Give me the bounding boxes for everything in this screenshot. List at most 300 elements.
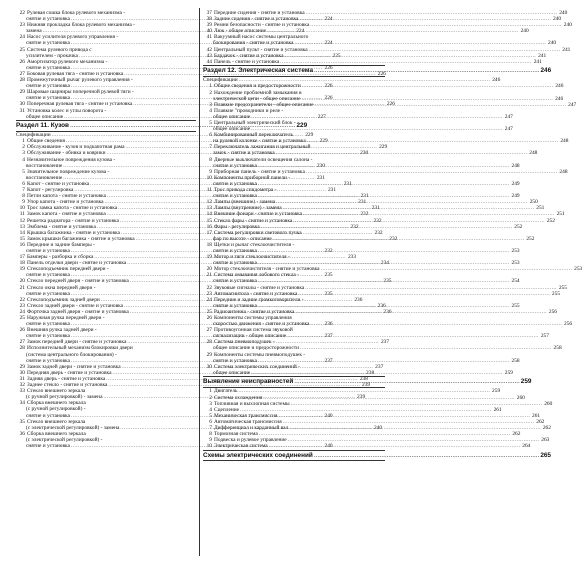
- toc-entry-title: снятие и установка: [26, 40, 70, 47]
- toc-entry-number: 20: [19, 278, 25, 285]
- toc-entry-title: Автомагнитола - снятие и установка: [214, 290, 298, 297]
- toc-entry-title: Рулевая сошка блока рулевого механизма -: [27, 10, 125, 16]
- leader-dots: [258, 181, 510, 187]
- toc-entry-number: 28: [19, 77, 25, 84]
- toc-entry-number: 22: [19, 10, 25, 16]
- toc-entry-title: снятие и установка: [26, 290, 70, 297]
- toc-entry-title: Люк - общее описание: [214, 28, 266, 35]
- toc-page-number: 248: [511, 162, 520, 169]
- toc-entry-title: Мотор стеклоочистителя - снятие и установка: [214, 266, 320, 273]
- toc-entry-number: 23: [19, 302, 25, 309]
- toc-page-number: 240: [324, 412, 333, 419]
- toc-entry-number: 2: [209, 394, 212, 401]
- toc-entry-title: Система омывания лобового стекла -: [214, 272, 299, 279]
- toc-entry-number: 34: [19, 400, 25, 407]
- toc-entry-title: Передние и задние бамперы -: [27, 241, 95, 248]
- toc-entry-number: 28: [206, 339, 212, 346]
- toc-entry-title: Раздел 11. Кузов: [16, 122, 69, 130]
- toc-page-number: 252: [526, 235, 535, 242]
- toc-entry-number: 21: [206, 272, 212, 279]
- toc-entry-title: Решетка радиатора - снятие и установка: [27, 217, 119, 224]
- toc-entry-number: 15: [19, 235, 25, 242]
- toc-page-number: 224: [296, 28, 305, 35]
- toc-entry-number: 11: [19, 211, 25, 218]
- toc-entry-title: Лампы (внутренние) - замена: [214, 205, 282, 212]
- toc-entry-title: Электрическая система: [214, 443, 268, 450]
- toc-entry-number: 1: [209, 83, 212, 90]
- toc-page-number: 240: [559, 10, 568, 16]
- toc-entry-title: Петли капота - снятие и установка: [27, 193, 107, 200]
- toc-entry-number: 36: [19, 430, 25, 437]
- toc-page-number: 231: [316, 174, 325, 181]
- toc-entry-number: 7: [209, 425, 212, 431]
- toc-entry-title: Стекло окна передней двери -: [27, 284, 96, 291]
- toc-entry-title: снятие и установка: [26, 272, 70, 279]
- toc-entry-title: Боковая рулевая тяга - снятие и установка: [27, 70, 124, 77]
- toc-entry-title: усилителем - прокачка: [26, 52, 78, 59]
- toc-entry-title: общее описание: [213, 113, 251, 120]
- toc-page-number: 246: [492, 77, 501, 84]
- toc-entry-number: 5: [22, 168, 25, 175]
- toc-entry-title: Лампы (внешние) - замена: [214, 199, 276, 206]
- toc-section-heading[interactable]: [203, 451, 551, 460]
- toc-entry-title: Дверные выключатели освещения салона -: [214, 156, 313, 163]
- toc-entry-number: 3: [209, 101, 212, 108]
- toc-page-number: 230: [360, 150, 369, 157]
- toc-entry-title: снятие и установка: [213, 260, 257, 267]
- toc-page-number: 263: [541, 437, 550, 444]
- toc-page-number: 249: [511, 180, 520, 187]
- toc-entry-title: общее описание и предосторожности: [213, 345, 299, 352]
- toc-entry-number: 4: [22, 156, 25, 163]
- toc-entry-title: Эмблема - снятие и установка: [27, 223, 96, 230]
- leader-dots: [295, 309, 547, 315]
- toc-entry-number: 27: [19, 339, 25, 346]
- toc-page-number: 240: [520, 28, 529, 35]
- toc-entry-title: Подвеска и рулевое управление: [214, 437, 287, 444]
- toc-entry-title: Стекло передней двери - снятие и установка: [27, 278, 129, 285]
- toc-entry-title: Двигатель: [214, 388, 238, 395]
- toc-page-number: 236: [354, 296, 363, 303]
- toc-entry-title: Раздел 12. Электрическая система: [203, 67, 313, 75]
- toc-entry-number: 33: [19, 388, 25, 395]
- toc-page-number: 251: [556, 211, 565, 218]
- toc-entry-number: 26: [19, 58, 25, 65]
- leader-dots: [302, 83, 554, 89]
- toc-entry-number: 22: [19, 296, 25, 303]
- toc-entry-title: снятие и установка: [213, 278, 257, 285]
- toc-entry-number: 26: [206, 315, 212, 321]
- toc-entry-title: Тормозная система: [214, 431, 258, 438]
- toc-entry-title: снятие и установка: [26, 442, 70, 449]
- leader-dots: [298, 291, 550, 297]
- toc-entry-title: Компоненты системы пневмоподушек -: [214, 351, 306, 358]
- toc-page-number: 230: [316, 162, 325, 169]
- toc-entry-title: Ремни безопасности - снятие и установка: [214, 22, 310, 29]
- toc-entry-title: Спецификации: [203, 77, 238, 84]
- toc-entry-number: 43: [206, 52, 212, 59]
- toc-page-number: 240: [373, 424, 383, 431]
- toc-entry-title: снятие и установка: [26, 95, 70, 102]
- toc-entry-number: 31: [19, 375, 25, 382]
- leader-dots: [273, 236, 525, 242]
- toc-entry-number: 25: [19, 315, 25, 321]
- toc-entry-title: Бардачок - снятие и установка: [214, 52, 284, 59]
- toc-page-number: 255: [551, 290, 561, 297]
- toc-entry-title: Задняя дверь - снятие и установка: [27, 375, 106, 382]
- toc-entry-title: снятие и установка: [26, 321, 70, 328]
- toc-entry-title: Форточка задней двери - снятие и установка: [27, 308, 129, 315]
- toc-page-number: 234: [380, 260, 389, 267]
- toc-entry-number: 30: [206, 363, 212, 370]
- toc-entry-title: Плавкие "проводники и реле -: [214, 107, 284, 114]
- toc-entry-title: Замок передней двери - снятие и установка: [27, 339, 127, 346]
- toc-entry-title: Обслуживание - кузов и подкапотная рама: [27, 144, 125, 151]
- toc-entry-title: снятие и установка: [213, 193, 257, 200]
- toc-entry-number: 23: [19, 22, 25, 29]
- toc-page-number: 226: [386, 101, 395, 108]
- toc-entry-title: Задние сидения - снятие и установка: [214, 16, 299, 23]
- toc-entry-number: 1: [209, 388, 212, 395]
- section-divider: [16, 120, 196, 121]
- toc-page-number: 246: [555, 83, 564, 90]
- toc-entry-title: снятие и установка: [213, 302, 257, 309]
- toc-entry-title: Внешняя ручка задней двери -: [27, 327, 97, 334]
- toc-page-number: 231: [360, 193, 369, 200]
- toc-page-number: 233: [347, 254, 357, 261]
- toc-entry-number: 19: [206, 254, 212, 261]
- toc-entry-number: 24: [206, 296, 212, 303]
- toc-entry-title: снятие и установка: [26, 64, 70, 71]
- toc-page-number: 241: [562, 46, 571, 53]
- toc-entry-number: 8: [22, 193, 25, 200]
- toc-entry-number: 27: [19, 70, 25, 77]
- toc-entry-number: 42: [206, 46, 212, 53]
- toc-entry-title: Сборка внешнего зеркала: [27, 400, 86, 407]
- toc-entry-number: 13: [19, 223, 25, 230]
- toc-page-number: 226: [324, 83, 333, 90]
- toc-page-number: 237: [324, 333, 333, 340]
- toc-entry-number: 25: [19, 46, 25, 53]
- toc-page-number: 258: [511, 357, 520, 364]
- toc-page-number: 229: [296, 122, 308, 130]
- toc-page-number: 259: [492, 388, 501, 395]
- toc-entry-number: 14: [19, 229, 25, 236]
- toc-entry-title: снятие и установка: [26, 333, 70, 340]
- toc-entry-number: 44: [206, 58, 212, 65]
- toc-entry-title: снятие и установка: [26, 16, 70, 23]
- toc-entry-title: снятие и установка: [26, 83, 70, 90]
- toc-entry-number: 15: [206, 217, 212, 224]
- toc-entry-title: Стеклоподъемник передней двери -: [27, 266, 109, 273]
- toc-page-number: 232: [389, 235, 398, 242]
- toc-entry-title: восстановление: [26, 162, 63, 169]
- toc-entry-number: 38: [206, 16, 212, 23]
- toc-entry-title: снятие и установка: [213, 357, 257, 364]
- toc-entry-title: Выявление неисправностей: [203, 378, 294, 386]
- toc-entry-number: 30: [19, 369, 25, 376]
- toc-entry-title: Поперечная рулевая тяга - снятие и установка: [27, 101, 133, 108]
- toc-page-number: 262: [536, 418, 545, 425]
- toc-page-number: 240: [563, 22, 572, 29]
- toc-entry-title: снятие и установка: [26, 412, 70, 419]
- toc-page-number: 226: [324, 64, 333, 71]
- toc-entry[interactable]: [203, 58, 542, 65]
- toc-entry-number: 7: [22, 187, 25, 194]
- toc-entry-number: 26: [19, 327, 25, 334]
- toc-entry-title: электрической цепи - общее описание: [213, 95, 301, 102]
- toc-section-heading[interactable]: [203, 375, 532, 389]
- toc-entry-title: на рулевой колонке - снятие и установка: [213, 138, 306, 145]
- toc-page-number: 232: [360, 211, 369, 218]
- toc-entry-title: Капот - регулировка: [27, 187, 74, 194]
- toc-entry-title: Шаровые шарниры поперечной рулевой тяги -: [27, 89, 134, 96]
- toc-entry-title: Система электрических соединений -: [214, 363, 300, 370]
- toc-page-number: 253: [574, 266, 582, 273]
- toc-page-number: 251: [536, 205, 545, 212]
- toc-entry-number: 12: [206, 199, 212, 206]
- toc-entry-number: 40: [206, 28, 212, 35]
- leader-dots: [287, 333, 539, 339]
- toc-page-number: 262: [542, 425, 551, 431]
- toc-entry-number: 12: [19, 217, 25, 224]
- toc-entry-title: Передняя дверь - снятие и установка: [27, 369, 112, 376]
- toc-entry-number: 1: [22, 138, 25, 145]
- toc-entry-number: 11: [206, 187, 212, 194]
- toc-page-number: 261: [532, 412, 541, 419]
- toc-entry-title: Щетки и рычаг стеклоочистителя -: [214, 241, 295, 248]
- toc-entry-number: 4: [209, 406, 212, 413]
- toc-page-number: 231: [327, 187, 337, 194]
- toc-entry-title: Стекло внешнего зеркала: [27, 418, 86, 425]
- toc-page-number: 260: [516, 394, 525, 401]
- toc-entry-title: Исполнительный механизм блокировки двери: [27, 345, 133, 352]
- toc-page-number: 232: [374, 229, 383, 236]
- toc-entry-number: 3: [22, 150, 25, 157]
- toc-entry-title: сигнализации - общее описание: [213, 333, 287, 340]
- toc-page-number: 262: [512, 431, 521, 438]
- toc-entry-title: Общие сведения и предосторожности: [214, 83, 301, 90]
- toc-page-number: 254: [511, 278, 520, 285]
- toc-page-number: 259: [504, 369, 513, 376]
- toc-page-number: 237: [380, 339, 390, 346]
- toc-entry-title: Звуковые сигналы - снятие и установка: [214, 284, 305, 291]
- toc-entry-title: Комбинированный переключатель: [214, 132, 293, 139]
- toc-page-number: 246: [555, 95, 564, 102]
- toc-entry-title: Промежуточный рычаг рулевого управления -: [27, 77, 133, 84]
- toc-entry-title: снятие и установка: [213, 247, 257, 254]
- toc-entry-title: (с электрической регулировкой) - замена: [26, 424, 120, 431]
- toc-entry-title: Фары - регулировка: [214, 223, 260, 230]
- toc-entry-number: 2: [209, 89, 212, 96]
- toc-entry-title: (с ручной регулировкой) -: [26, 406, 86, 413]
- toc-page-number: 232: [373, 217, 382, 224]
- toc-entry-title: Схемы электрических соединений: [203, 451, 313, 459]
- toc-entry-title: Нахождение проблемной замыкания в: [214, 89, 302, 96]
- toc-entry-number: 17: [19, 254, 25, 261]
- toc-page-number: 225: [332, 52, 341, 59]
- toc-entry-continuation[interactable]: [203, 369, 513, 376]
- toc-page-number: 259: [520, 378, 532, 386]
- toc-page-number: 247: [504, 126, 513, 133]
- toc-page-number: 229: [379, 144, 388, 151]
- toc-entry-number: 9: [209, 168, 212, 175]
- toc-page-number: 227: [317, 113, 326, 120]
- toc-entry-number: 24: [19, 308, 25, 315]
- toc-page-number: 231: [343, 180, 352, 187]
- toc-entry-number: 29: [206, 351, 212, 358]
- toc-page-number: 246: [540, 67, 552, 75]
- toc-entry-title: Установка колес и углы поворота -: [27, 107, 107, 114]
- leader-dots: [300, 345, 552, 351]
- toc-entry-title: Вакуумный насос системы центрального: [214, 34, 309, 41]
- toc-entry-title: Наружная ручка передней двери -: [27, 315, 105, 321]
- toc-page-number: 240: [324, 442, 333, 449]
- toc-entry-title: Стекло задней двери - снятие и установка: [27, 302, 124, 309]
- toc-page-number: 235: [324, 290, 333, 297]
- toc-entry-number: 21: [19, 284, 25, 291]
- leader-dots: [280, 59, 532, 65]
- toc-entry-title: Система охлаждения: [214, 394, 263, 401]
- toc-entry-number: 5: [209, 412, 212, 419]
- toc-entry-title: Трос привода спидометра -: [214, 187, 277, 194]
- toc-page-number: 235: [383, 278, 392, 285]
- toc-entry-number: 6: [22, 180, 25, 187]
- toc-entry[interactable]: [203, 443, 531, 450]
- toc-entry-title: снятие и установка: [213, 162, 257, 169]
- toc-entry-number: 18: [19, 260, 25, 267]
- toc-entry-title: Механическая трансмиссия: [214, 412, 278, 419]
- toc-entry-title: скоростью движения - снятие и установка: [213, 321, 310, 328]
- toc-entry-title: (с ручной регулировкой) - замена: [26, 394, 103, 401]
- toc-page-number: 226: [324, 95, 333, 102]
- toc-page-number: 236: [377, 302, 386, 309]
- toc-page-number: 253: [511, 260, 520, 267]
- toc-page-number: 224: [324, 16, 333, 23]
- toc-entry-title: Стекло внешнего зеркала: [27, 388, 86, 395]
- toc-entry-number: 8: [209, 156, 212, 163]
- toc-entry-number: 7: [209, 144, 212, 151]
- toc-entry-continuation[interactable]: [16, 113, 326, 120]
- toc-page-number: 258: [553, 345, 562, 352]
- leader-dots: [276, 150, 528, 156]
- toc-page-number: 232: [350, 223, 359, 230]
- toc-entry-title: Приборная панель - снятие и установка: [214, 168, 305, 175]
- toc-page-number: 241: [538, 52, 547, 59]
- leader-dots: [315, 102, 567, 108]
- toc-entry-number: 10: [19, 205, 25, 212]
- toc-page-number: 236: [324, 321, 333, 328]
- toc-page-number: 239: [362, 382, 371, 389]
- toc-entry-number: 6: [209, 418, 212, 425]
- toc-entry-title: Сцепление: [214, 406, 240, 413]
- toc-page-number: 253: [511, 247, 520, 254]
- toc-entry-title: Значительное повреждение кузова -: [27, 168, 110, 175]
- toc-entry-number: 29: [19, 89, 25, 96]
- toc-entry-title: Насос усилителя рулевого управления -: [27, 34, 119, 41]
- toc-section-heading[interactable]: [203, 64, 552, 75]
- toc-page-number: 248: [559, 168, 568, 175]
- toc-entry-number: 37: [206, 10, 212, 16]
- toc-entry-title: Сборка внешнего зеркала: [27, 430, 86, 437]
- toc-entry-title: восстановление: [26, 174, 63, 181]
- toc-entry-title: Спецификации: [16, 132, 51, 139]
- leader-dots: [314, 452, 540, 460]
- leader-dots: [258, 248, 510, 254]
- toc-entry-number: 9: [209, 437, 212, 444]
- toc-entry-title: Замок капота - снятие и установка: [27, 211, 106, 218]
- toc-entry-title: снятие и установка: [26, 247, 70, 254]
- toc-page-number: 247: [568, 101, 577, 108]
- toc-entry-title: Противоугонная система звуковой: [214, 327, 293, 334]
- toc-entry-title: блокирования - снятие и установка: [213, 40, 294, 47]
- toc-entry-title: общее описание: [213, 369, 251, 376]
- toc-entry-number: 24: [19, 34, 25, 41]
- toc-entry-title: Упор капота - снятие и установка: [27, 199, 104, 206]
- toc-page-number: 231: [371, 205, 380, 212]
- toc-entry-number: 18: [206, 241, 212, 248]
- toc-page-number: 265: [540, 451, 551, 459]
- toc-entry-number: 32: [19, 382, 25, 389]
- toc-entry-number: 4: [209, 107, 212, 114]
- toc-page-number: 229: [319, 138, 328, 145]
- column-divider: [199, 8, 200, 556]
- leader-dots: [321, 266, 573, 272]
- toc-page-number: 249: [511, 193, 520, 200]
- toc-page-number: 224: [324, 40, 333, 47]
- toc-entry-title: Плавкие предохранители - общее описание: [214, 101, 314, 108]
- toc-entry-title: (с электрической регулировкой) -: [26, 436, 103, 443]
- toc-page-number: 232: [324, 247, 333, 254]
- toc-entry-title: снятие и установка: [26, 357, 70, 364]
- toc-entry-number: 30: [19, 101, 25, 108]
- toc-entry-title: (система центрального блокирования) -: [26, 351, 117, 358]
- toc-entry-number: 25: [206, 308, 212, 315]
- toc-page-number: 250: [529, 199, 538, 206]
- toc-page-number: 231: [358, 199, 367, 206]
- toc-entry-title: Заднее стекло - снятие и установка: [27, 382, 108, 389]
- toc-entry-number: 16: [206, 223, 212, 230]
- toc-entry-title: Система регулировки светового пучка: [214, 229, 302, 236]
- toc-page-number: 238: [366, 369, 375, 376]
- leader-dots: [251, 370, 503, 376]
- toc-page-number: 241: [533, 58, 542, 65]
- toc-entry-number: 10: [206, 174, 212, 181]
- leader-dots: [310, 321, 562, 327]
- toc-entry-title: Бамперы - разборка и сборка: [27, 254, 94, 261]
- toc-entry-number: 10: [206, 443, 212, 450]
- toc-entry-title: Общие сведения: [27, 138, 66, 145]
- toc-entry-title: общее описание: [26, 113, 64, 120]
- toc-page-number: 239: [357, 394, 366, 401]
- toc-entry-title: Обслуживание - обивка и коврики: [27, 150, 106, 157]
- toc-entry-title: Стеклоподъемник задней двери: [27, 296, 100, 303]
- toc-page-number: 261: [493, 406, 502, 413]
- toc-entry-number: 23: [206, 290, 212, 297]
- toc-page-number: 252: [514, 223, 523, 230]
- toc-entry-number: 22: [206, 284, 212, 291]
- toc-page-number: 236: [383, 308, 392, 315]
- toc-page-number: 240: [553, 16, 562, 23]
- leader-dots: [294, 375, 520, 389]
- toc-entry-number: 8: [209, 431, 212, 438]
- toc-page-number: 229: [305, 132, 314, 139]
- toc-entry-number: 19: [19, 266, 25, 273]
- toc-entry-number: 3: [209, 400, 212, 407]
- toc-entry-title: Центральный электрический блок -: [214, 120, 296, 126]
- toc-entry-title: Автоматическая трансмиссия: [214, 418, 282, 425]
- toc-entry-title: Панель отделки двери - снятие и установка: [27, 260, 127, 267]
